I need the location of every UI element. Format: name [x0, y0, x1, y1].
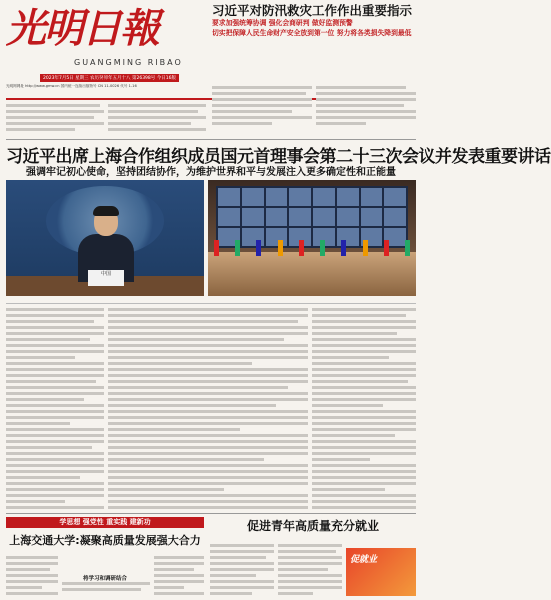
top-story-subtitle-1: 要求加强统筹协调 强化会商研判 做好监测预警 [212, 19, 353, 27]
bottom-left-headline[interactable]: 上海交通大学:凝聚高质量发展强大合力 [9, 534, 201, 547]
section-divider [6, 513, 416, 514]
nameplate: 中国 [88, 270, 124, 286]
article-body-column [6, 104, 104, 138]
article-body-column [154, 556, 204, 598]
article-body-column [108, 104, 206, 138]
video-screen-wall [216, 186, 408, 248]
photo-summit-hall[interactable] [208, 180, 416, 296]
photo-video-address[interactable] [6, 180, 204, 296]
article-body-column [6, 308, 104, 512]
promo-label: 促就业 [350, 555, 378, 565]
dateline: 2023年7月5日 星期三 农历癸卯年五月十八 第26398号 今日16版 [40, 74, 179, 82]
caption-divider [6, 303, 416, 304]
column-banner: 学思想 强党性 重实践 建新功 [6, 517, 204, 528]
section-divider [6, 139, 416, 140]
headline-subtitle: 强调牢记初心使命，坚持团结协作，为维护世界和平与发展注入更多确定性和正能量 [26, 167, 396, 178]
meeting-hall-floor [208, 252, 416, 296]
top-story[interactable] [212, 4, 416, 82]
bottom-left-subtitle: 将学习和调研结合 [82, 576, 127, 582]
employment-promo-graphic [346, 548, 416, 596]
article-body-column [6, 556, 58, 598]
masthead [6, 4, 206, 96]
article-body-column [316, 86, 416, 138]
headline-title[interactable]: 习近平出席上海合作组织成员国元首理事会第二十三次会议并发表重要讲话 [6, 147, 551, 167]
article-body-column [108, 308, 308, 512]
article-body-column [62, 582, 150, 598]
article-body-column [312, 308, 416, 512]
top-story-subtitle-2: 切实把保障人民生命财产安全放到第一位 努力将各类损失降到最低 [212, 29, 412, 37]
article-body-column [278, 544, 342, 598]
bottom-right-headline[interactable]: 促进青年高质量充分就业 [246, 519, 379, 533]
newspaper-logo: 光明日報 [6, 5, 158, 52]
top-story-title[interactable]: 习近平对防汛救灾工作作出重要指示 [212, 3, 413, 18]
article-body-column [212, 86, 312, 138]
article-body-column [210, 544, 274, 598]
flag-row [214, 240, 410, 256]
publication-info: 光明网网址 http://www.gmw.cn 国内统一连续出版物号 CN 11-0026 代号 1-16 [6, 84, 137, 88]
newspaper-logo-english: GUANGMING RIBAO [74, 58, 183, 67]
